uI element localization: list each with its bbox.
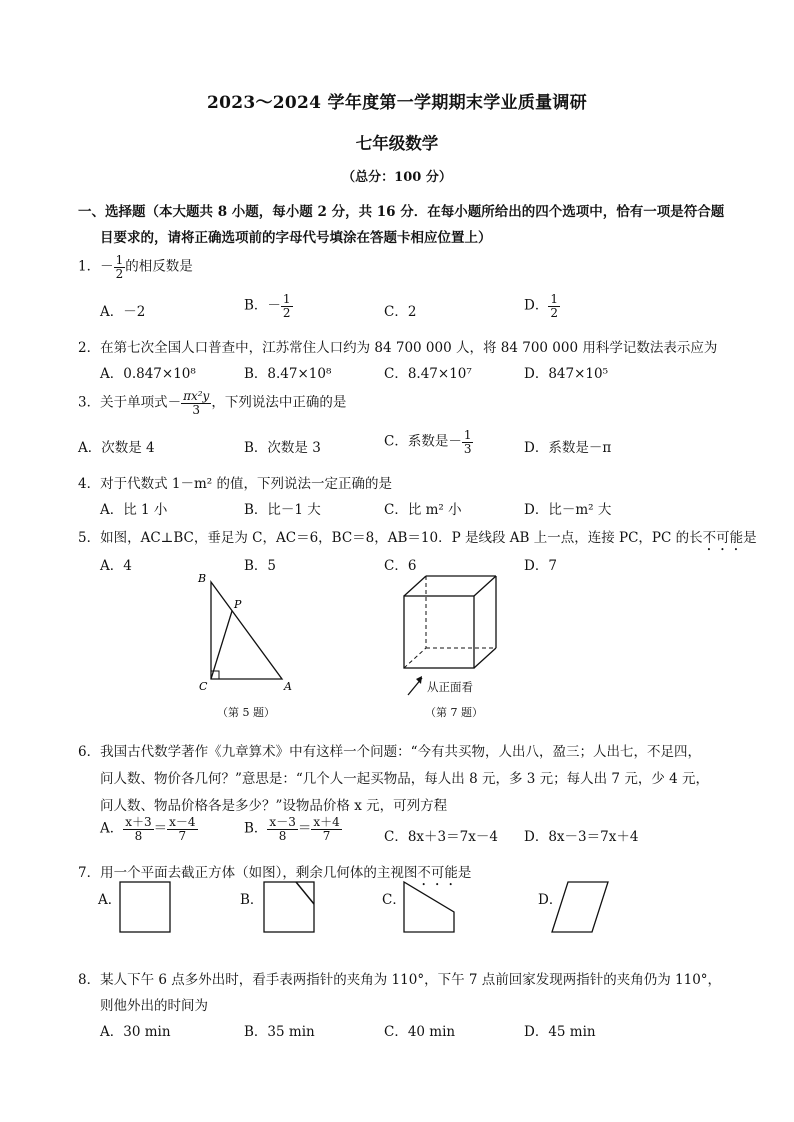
option-c-trapezoid-icon xyxy=(400,880,458,934)
numerator: 1 xyxy=(550,292,558,306)
question-3 xyxy=(78,390,346,416)
option-d[interactable]: D．8x－3＝7x＋4 xyxy=(524,829,639,845)
numerator: x＋4 xyxy=(313,815,340,829)
fraction xyxy=(114,254,126,280)
figure-5-caption: （第 5 题） xyxy=(217,706,275,719)
option-label: C． xyxy=(382,892,406,908)
cube-front-face xyxy=(404,596,474,668)
denominator: 7 xyxy=(322,828,331,843)
view-direction-label: 从正面看 xyxy=(427,680,473,694)
question-6-cont: 问人数、物品价格各是多少？”设物品价格 x 元，可列方程 xyxy=(100,798,448,814)
option-b[interactable]: B．5 xyxy=(244,558,277,574)
fraction xyxy=(167,816,197,842)
option-b[interactable]: B．次数是 3 xyxy=(244,440,321,456)
numerator: 1 xyxy=(282,292,291,306)
option-label: B．－ xyxy=(244,297,281,314)
q-text: 5．如图，AC⊥BC，垂足为 C，AC＝6，BC＝8，AB＝10．P 是线段 AB 上一点，连接 PC，PC 的长 xyxy=(78,530,703,546)
denominator: 8 xyxy=(134,828,143,843)
question-6: 6．我国古代数学著作《九章算术》中有这样一个问题：“今有共买物，人出八，盈三；人出七，不足四， xyxy=(78,744,701,760)
triangle-figure xyxy=(190,568,300,698)
denominator: 3 xyxy=(192,402,201,417)
cube-edge xyxy=(404,576,426,596)
option-c[interactable]: C．8x＋3＝7x－4 xyxy=(384,829,498,845)
numerator: πx²y xyxy=(183,389,210,403)
option-c[interactable]: C．比 m² 小 xyxy=(384,502,462,518)
label-p: P xyxy=(234,598,242,611)
emphasis-text: 不可能 xyxy=(702,530,744,546)
q-text: 7．用一个平面去截正方体（如图），剩余几何体的主视图 xyxy=(78,865,418,881)
option-a[interactable]: A．次数是 4 xyxy=(78,440,155,456)
question-1 xyxy=(78,254,193,280)
option-b-square-diagonal-icon xyxy=(262,880,318,934)
fraction xyxy=(311,816,341,842)
option-d[interactable]: D．7 xyxy=(524,558,557,574)
fraction xyxy=(548,293,560,319)
numerator: 1 xyxy=(115,253,124,267)
option-label: D． xyxy=(524,297,549,314)
option-d[interactable]: D．847×10⁵ xyxy=(524,366,608,382)
fraction xyxy=(281,293,293,319)
equals-sign: ＝ xyxy=(297,820,312,837)
option-d[interactable] xyxy=(524,293,560,319)
section-heading: 一、选择题（本大题共 8 小题，每小题 2 分，共 16 分．在每小题所给出的四个选项中，恰有一项是符合题 xyxy=(78,204,725,220)
option-c[interactable]: C．2 xyxy=(384,304,417,320)
denominator: 2 xyxy=(282,305,291,320)
exam-title: 2023～2024 学年度第一学期期末学业质量调研 xyxy=(206,93,588,113)
option-label: C．系数是－ xyxy=(384,433,462,450)
label-a: A xyxy=(284,680,292,693)
arrow-head-icon xyxy=(416,676,422,684)
option-a[interactable]: A．4 xyxy=(100,558,132,574)
q-number: 1． xyxy=(78,258,101,275)
question-5 xyxy=(78,526,757,554)
fraction xyxy=(123,816,153,842)
q-text: 的相反数是 xyxy=(125,258,193,275)
minus-sign: － xyxy=(100,258,114,275)
total-score: （总分：100 分） xyxy=(342,170,452,185)
option-a[interactable]: A．比 1 小 xyxy=(100,502,168,518)
option-d[interactable]: D．45 min xyxy=(524,1024,596,1040)
option-label: D． xyxy=(538,892,563,908)
numerator: 1 xyxy=(463,428,472,442)
equals-sign: ＝ xyxy=(153,820,168,837)
option-a[interactable] xyxy=(100,816,198,842)
option-c[interactable]: C．8.47×10⁷ xyxy=(384,366,472,382)
option-label: A． xyxy=(100,820,124,837)
section-heading-cont: 目要求的，请将正确选项前的字母代号填涂在答题卡相应位置上） xyxy=(100,230,492,246)
option-c[interactable]: C．6 xyxy=(384,558,417,574)
fraction xyxy=(267,816,297,842)
cube-edge xyxy=(474,576,496,596)
cube-edge xyxy=(474,648,496,668)
question-4: 4．对于代数式 1－m² 的值，下列说法一定正确的是 xyxy=(78,476,392,492)
option-a[interactable]: A．－2 xyxy=(100,304,146,320)
option-a[interactable]: A．0.847×10⁸ xyxy=(100,366,196,382)
fraction xyxy=(462,429,474,455)
q-text: 是 xyxy=(457,865,472,881)
hidden-edge xyxy=(404,648,426,668)
option-b[interactable]: B．比－1 大 xyxy=(244,502,321,518)
option-b[interactable]: B．35 min xyxy=(244,1024,315,1040)
option-b[interactable] xyxy=(244,293,293,319)
q-text: 3．关于单项式－ xyxy=(78,394,182,411)
numerator: x－4 xyxy=(169,815,196,829)
denominator: 8 xyxy=(278,828,287,843)
denominator: 7 xyxy=(178,828,187,843)
option-d[interactable]: D．比－m² 大 xyxy=(524,502,612,518)
question-6-cont: 问人数、物价各几何？”意思是：“几个人一起买物品，每人出 8 元，多 3 元；每人出 7 元，少 4 元， xyxy=(100,771,709,787)
option-label: A． xyxy=(98,892,122,908)
figure-7-caption: （第 7 题） xyxy=(425,706,483,719)
denominator: 3 xyxy=(463,441,472,456)
q-text: 是 xyxy=(743,530,757,546)
option-a-square-icon xyxy=(118,880,174,934)
option-b[interactable]: B．8.47×10⁸ xyxy=(244,366,332,382)
question-8-cont: 则他外出的时间为 xyxy=(100,998,208,1014)
option-label: B． xyxy=(244,820,268,837)
option-d[interactable]: D．系数是－π xyxy=(524,440,612,456)
option-b[interactable] xyxy=(244,816,342,842)
numerator: x＋3 xyxy=(125,815,152,829)
denominator: 2 xyxy=(550,305,558,320)
numerator: x－3 xyxy=(269,815,296,829)
denominator: 2 xyxy=(115,266,124,281)
option-label: B． xyxy=(240,892,264,908)
fraction xyxy=(181,390,211,416)
option-d-parallelogram-icon xyxy=(550,880,612,934)
option-b[interactable] xyxy=(240,888,263,908)
exam-subject: 七年级数学 xyxy=(355,134,439,153)
triangle-abc xyxy=(211,582,282,679)
option-c[interactable] xyxy=(384,429,473,455)
option-a[interactable]: A．30 min xyxy=(100,1024,171,1040)
q-text: ，下列说法中正确的是 xyxy=(211,394,347,411)
question-2: 2．在第七次全国人口普查中，江苏常住人口约为 84 700 000 人，将 84 700 000 用科学记数法表示应为 xyxy=(78,340,718,356)
question-8: 8．某人下午 6 点多外出时，看手表两指针的夹角为 110°，下午 7 点前回家发现两指针的夹角仍为 110°， xyxy=(78,972,722,988)
emphasis-text: 不可能 xyxy=(417,865,458,881)
option-c[interactable]: C．40 min xyxy=(384,1024,456,1040)
label-c: C xyxy=(199,680,208,693)
segment-pc xyxy=(211,611,232,679)
label-b: B xyxy=(198,572,207,585)
